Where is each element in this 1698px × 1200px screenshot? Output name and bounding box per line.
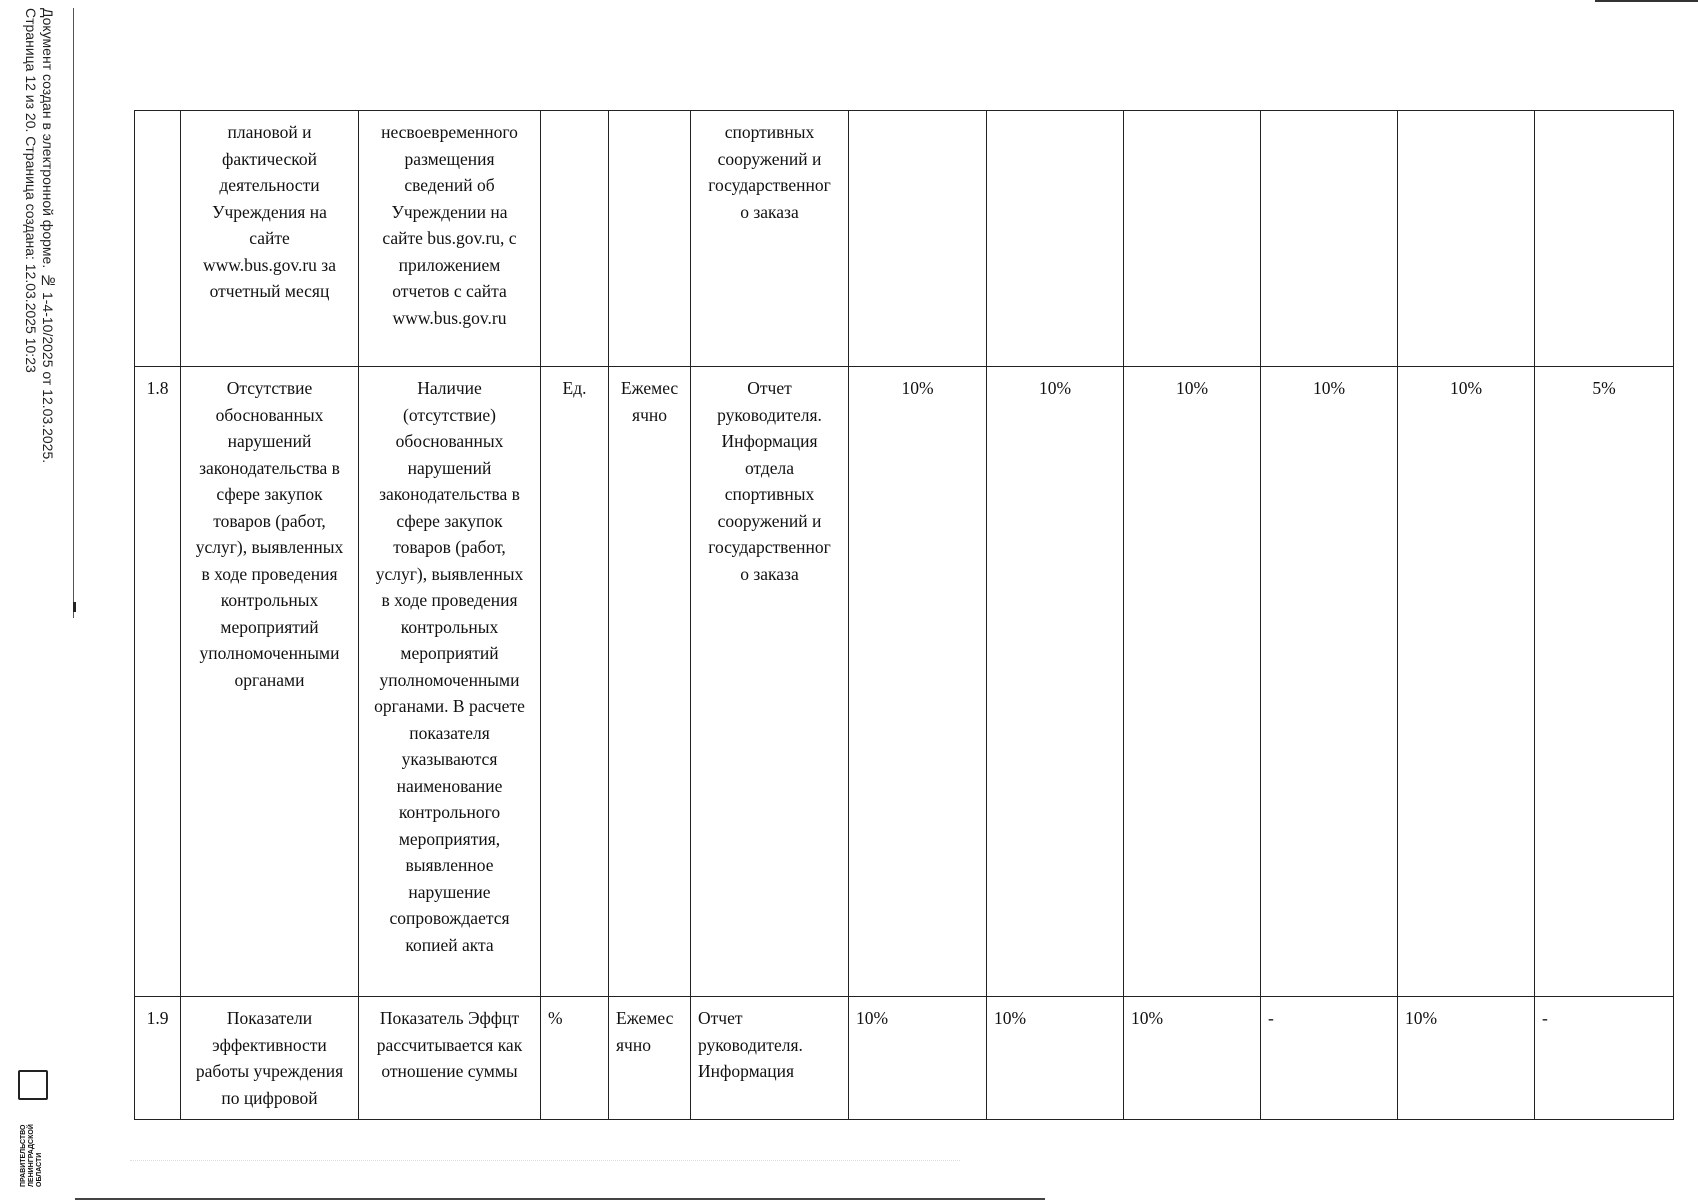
frequency-cell <box>609 111 691 367</box>
top-rule <box>1595 0 1698 2</box>
value-cell: 10% <box>1398 997 1535 1120</box>
value-cell: 10% <box>849 367 987 997</box>
indicator-description: Наличие (отсутствие) обоснованных нарушений законодательства в сфере закупок товаров (работ, услуг), выявленных в ходе проведения контрольных мероприятий уполномоченными органами. В расчете показателя указываются наименование контрольного мероприятия, выявленное нарушение сопровождается копией акта <box>359 367 541 997</box>
table-row <box>135 367 1674 997</box>
footer-divider <box>130 1160 960 1161</box>
source-cell: Отчет руководителя. Информация отдела спортивных сооружений и государственног о заказа <box>691 367 849 997</box>
source-cell: Отчет руководителя. Информация <box>691 997 849 1120</box>
indicators-table <box>134 110 1674 1120</box>
unit-cell: % <box>541 997 609 1120</box>
coat-of-arms-icon <box>18 1070 48 1100</box>
frequency-cell: Ежемес ячно <box>609 997 691 1120</box>
value-cell <box>1261 111 1398 367</box>
frequency-cell: Ежемес ячно <box>609 367 691 997</box>
row-number: 1.8 <box>135 367 181 997</box>
value-cell: 5% <box>1535 367 1674 997</box>
value-cell: 10% <box>987 997 1124 1120</box>
value-cell <box>1535 111 1674 367</box>
value-cell <box>849 111 987 367</box>
value-cell <box>987 111 1124 367</box>
value-cell <box>1124 111 1261 367</box>
indicator-description: Показатель Эффцт рассчитывается как отношение суммы <box>359 997 541 1120</box>
value-cell: 10% <box>1124 367 1261 997</box>
value-cell: - <box>1261 997 1398 1120</box>
row-number: 1.9 <box>135 997 181 1120</box>
margin-tick <box>73 602 76 612</box>
table-row <box>135 997 1674 1120</box>
value-cell: 10% <box>849 997 987 1120</box>
document-stamp: Документ создан в электронной форме. № 1-4-10/2025 от 12.03.2025. Страница 12 из 20. Страница создана: 12.03.2025 10:23 <box>23 8 56 464</box>
indicator-description: несвоевременного размещения сведений об Учреждении на сайте bus.gov.ru, с приложением отчетов с сайта www.bus.gov.ru <box>359 111 541 367</box>
row-number <box>135 111 181 367</box>
value-cell: 10% <box>1261 367 1398 997</box>
value-cell <box>1398 111 1535 367</box>
indicator-name: Отсутствие обоснованных нарушений законодательства в сфере закупок товаров (работ, услуг), выявленных в ходе проведения контрольных мероприятий уполномоченными органами <box>181 367 359 997</box>
source-cell: спортивных сооружений и государственног о заказа <box>691 111 849 367</box>
margin-rule <box>73 8 74 618</box>
value-cell: 10% <box>1124 997 1261 1120</box>
unit-cell <box>541 111 609 367</box>
value-cell: 10% <box>987 367 1124 997</box>
value-cell: - <box>1535 997 1674 1120</box>
indicator-name: Показатели эффективности работы учреждения по цифровой <box>181 997 359 1120</box>
indicator-name: плановой и фактической деятельности Учреждения на сайте www.bus.gov.ru за отчетный месяц <box>181 111 359 367</box>
table-row <box>135 111 1674 367</box>
emblem-caption: ПРАВИТЕЛЬСТВО ЛЕНИНГРАДСКОЙ ОБЛАСТИ <box>20 1124 43 1187</box>
value-cell: 10% <box>1398 367 1535 997</box>
unit-cell: Ед. <box>541 367 609 997</box>
